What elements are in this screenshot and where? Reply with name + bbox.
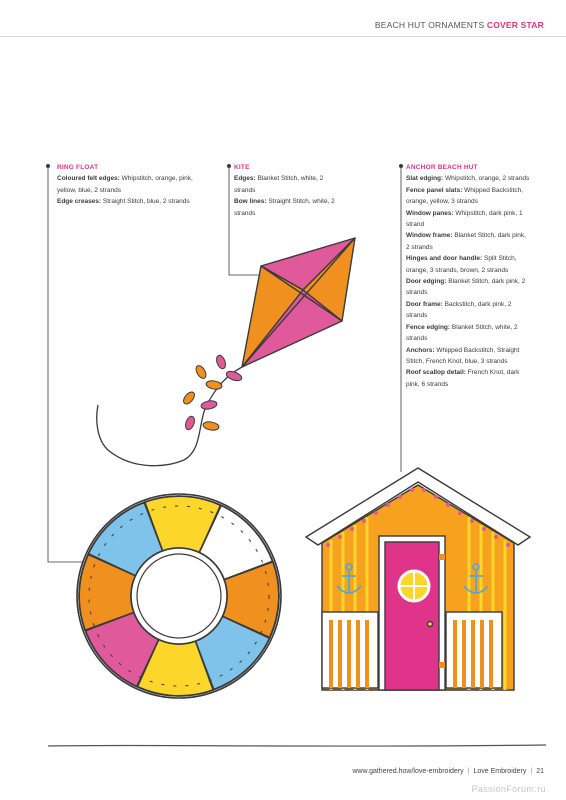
- header-section: BEACH HUT ORNAMENTS: [374, 20, 485, 30]
- ring-float-illustration: [61, 478, 297, 714]
- kite-item: Edges: Blanket Stitch, white, 2 strands: [234, 175, 324, 194]
- kite-title: KITE: [234, 164, 250, 171]
- hut-item: Hinges and door handle: Split Stitch, orange, 3 strands, brown, 2 strands: [406, 255, 517, 274]
- beach-hut-illustration: [306, 468, 530, 690]
- hut-item: Slat edging: Whipstitch, orange, 2 strands: [406, 175, 530, 183]
- fence-left: [322, 612, 378, 688]
- header-feature: COVER STAR: [486, 20, 544, 30]
- footer-rule: [48, 745, 546, 746]
- hut-item: Anchors: Whipped Backstitch, Straight Stitch, French Knot, blue, 3 strands: [406, 346, 520, 365]
- hut-item: Door frame: Backstitch, dark pink, 2 strands: [406, 300, 512, 320]
- hut-item: Window panes: Whipstitch, dark pink, 1 strand: [406, 209, 523, 229]
- footer-url[interactable]: www.gathered.how/love-embroidery: [352, 768, 464, 775]
- ring-float-block: [57, 162, 207, 208]
- hut-item: Fence panel slats: Whipped Backstitch, orange, yellow, 3 strands: [406, 186, 524, 206]
- ring-float-title: RING FLOAT: [57, 164, 99, 171]
- kite-item: Bow lines: Straight Stitch, white, 2 strands: [234, 198, 335, 217]
- watermark: PassionForum.ru: [471, 784, 546, 794]
- ring-leader-line: [48, 166, 92, 562]
- anchor-beach-hut-block: [406, 162, 530, 390]
- page-number: 21: [536, 768, 544, 775]
- ring-float-item: Coloured felt edges: Whipstitch, orange, pink, yellow, blue, 2 strands: [57, 175, 193, 194]
- kite-illustration: [97, 238, 355, 466]
- fence-right: [446, 612, 502, 688]
- kite-bows: [181, 354, 242, 431]
- kite-block: [234, 162, 344, 219]
- page-footer: www.gathered.how/love-embroidery | Love Embroidery | 21: [352, 768, 544, 775]
- ring-float-item: Edge creases: Straight Stitch, blue, 2 strands: [57, 198, 190, 206]
- hut-item: Window frame: Blanket Stitch, dark pink, 2 strands: [406, 232, 526, 251]
- anchor-beach-hut-title: ANCHOR BEACH HUT: [406, 164, 478, 171]
- footer-magazine: Love Embroidery: [473, 768, 527, 775]
- hut-item: Roof scallop detail: French Knot, dark pink, 6 strands: [406, 369, 520, 388]
- hut-item: Fence edging: Blanket Stitch, white, 2 strands: [406, 323, 518, 343]
- hut-item: Door edging: Blanket Stitch, dark pink, 2 strands: [406, 278, 526, 297]
